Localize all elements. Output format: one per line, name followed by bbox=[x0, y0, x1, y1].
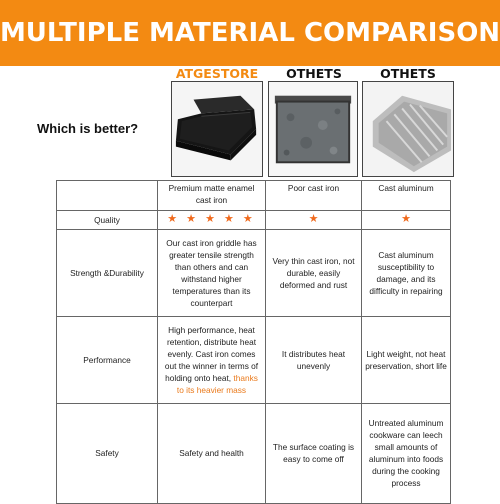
performance-ours-text: High performance, heat retention, distribute heat evenly. Cast iron comes out the winner in terms of holding onto heat, bbox=[164, 324, 259, 383]
cell-performance-other-1: It distributes heat unevenly bbox=[266, 316, 362, 403]
table-header-row bbox=[57, 181, 451, 211]
header-ours: Premium matte enamel cast iron bbox=[158, 181, 266, 211]
cell-strength-other-1: Very thin cast iron, not durable, easily deformed and rust bbox=[266, 229, 362, 316]
cell-strength-ours: Our cast iron griddle has greater tensile strength than others and can withstand higher temperatures than its counterpart bbox=[158, 229, 266, 316]
star-rating-icon: ★ bbox=[401, 213, 411, 225]
product-image-enamel-griddle bbox=[171, 81, 263, 177]
row-label-performance: Performance bbox=[57, 316, 158, 403]
question-text: Which is better? bbox=[37, 121, 139, 136]
page-title: MULTIPLE MATERIAL COMPARISON bbox=[0, 18, 500, 48]
brand-label-other-2: OTHETS bbox=[380, 66, 436, 81]
star-rating-icon: ★ ★ ★ ★ ★ bbox=[167, 213, 256, 225]
header-other-1: Poor cast iron bbox=[266, 181, 362, 211]
title-banner bbox=[0, 0, 500, 66]
rating-stars-ours bbox=[158, 211, 266, 230]
rating-stars-other-2 bbox=[362, 211, 451, 230]
cell-strength-other-2: Cast aluminum susceptibility to damage, and its difficulty in repairing bbox=[362, 229, 451, 316]
header-other-2: Cast aluminum bbox=[362, 181, 451, 211]
cell-performance-ours bbox=[158, 316, 266, 403]
row-label-strength: Strength &Durability bbox=[57, 229, 158, 316]
table-corner-cell bbox=[57, 181, 158, 211]
comparison-table bbox=[56, 180, 451, 504]
brand-label-other-1: OTHETS bbox=[286, 66, 342, 81]
product-image-poor-cast-iron bbox=[268, 81, 358, 177]
product-image-cast-aluminum bbox=[362, 81, 454, 177]
table-row-performance bbox=[57, 316, 451, 403]
row-label-quality: Quality bbox=[57, 211, 158, 230]
rating-stars-other-1 bbox=[266, 211, 362, 230]
table-row-quality bbox=[57, 211, 451, 230]
table-row-safety bbox=[57, 403, 451, 503]
cell-safety-ours: Safety and health bbox=[158, 403, 266, 503]
cell-performance-other-2: Light weight, not heat preservation, short life bbox=[362, 316, 451, 403]
cell-safety-other-1: The surface coating is easy to come off bbox=[266, 403, 362, 503]
table-row-strength bbox=[57, 229, 451, 316]
star-rating-icon: ★ bbox=[308, 213, 319, 225]
performance-highlight-text: thanks to its heavier mass bbox=[176, 372, 258, 395]
brand-label-atgestore: ATGESTORE bbox=[175, 66, 259, 81]
row-label-safety: Safety bbox=[57, 403, 158, 503]
cell-safety-other-2: Untreated aluminum cookware can leech small amounts of aluminum into foods during the cooking process bbox=[362, 403, 451, 503]
